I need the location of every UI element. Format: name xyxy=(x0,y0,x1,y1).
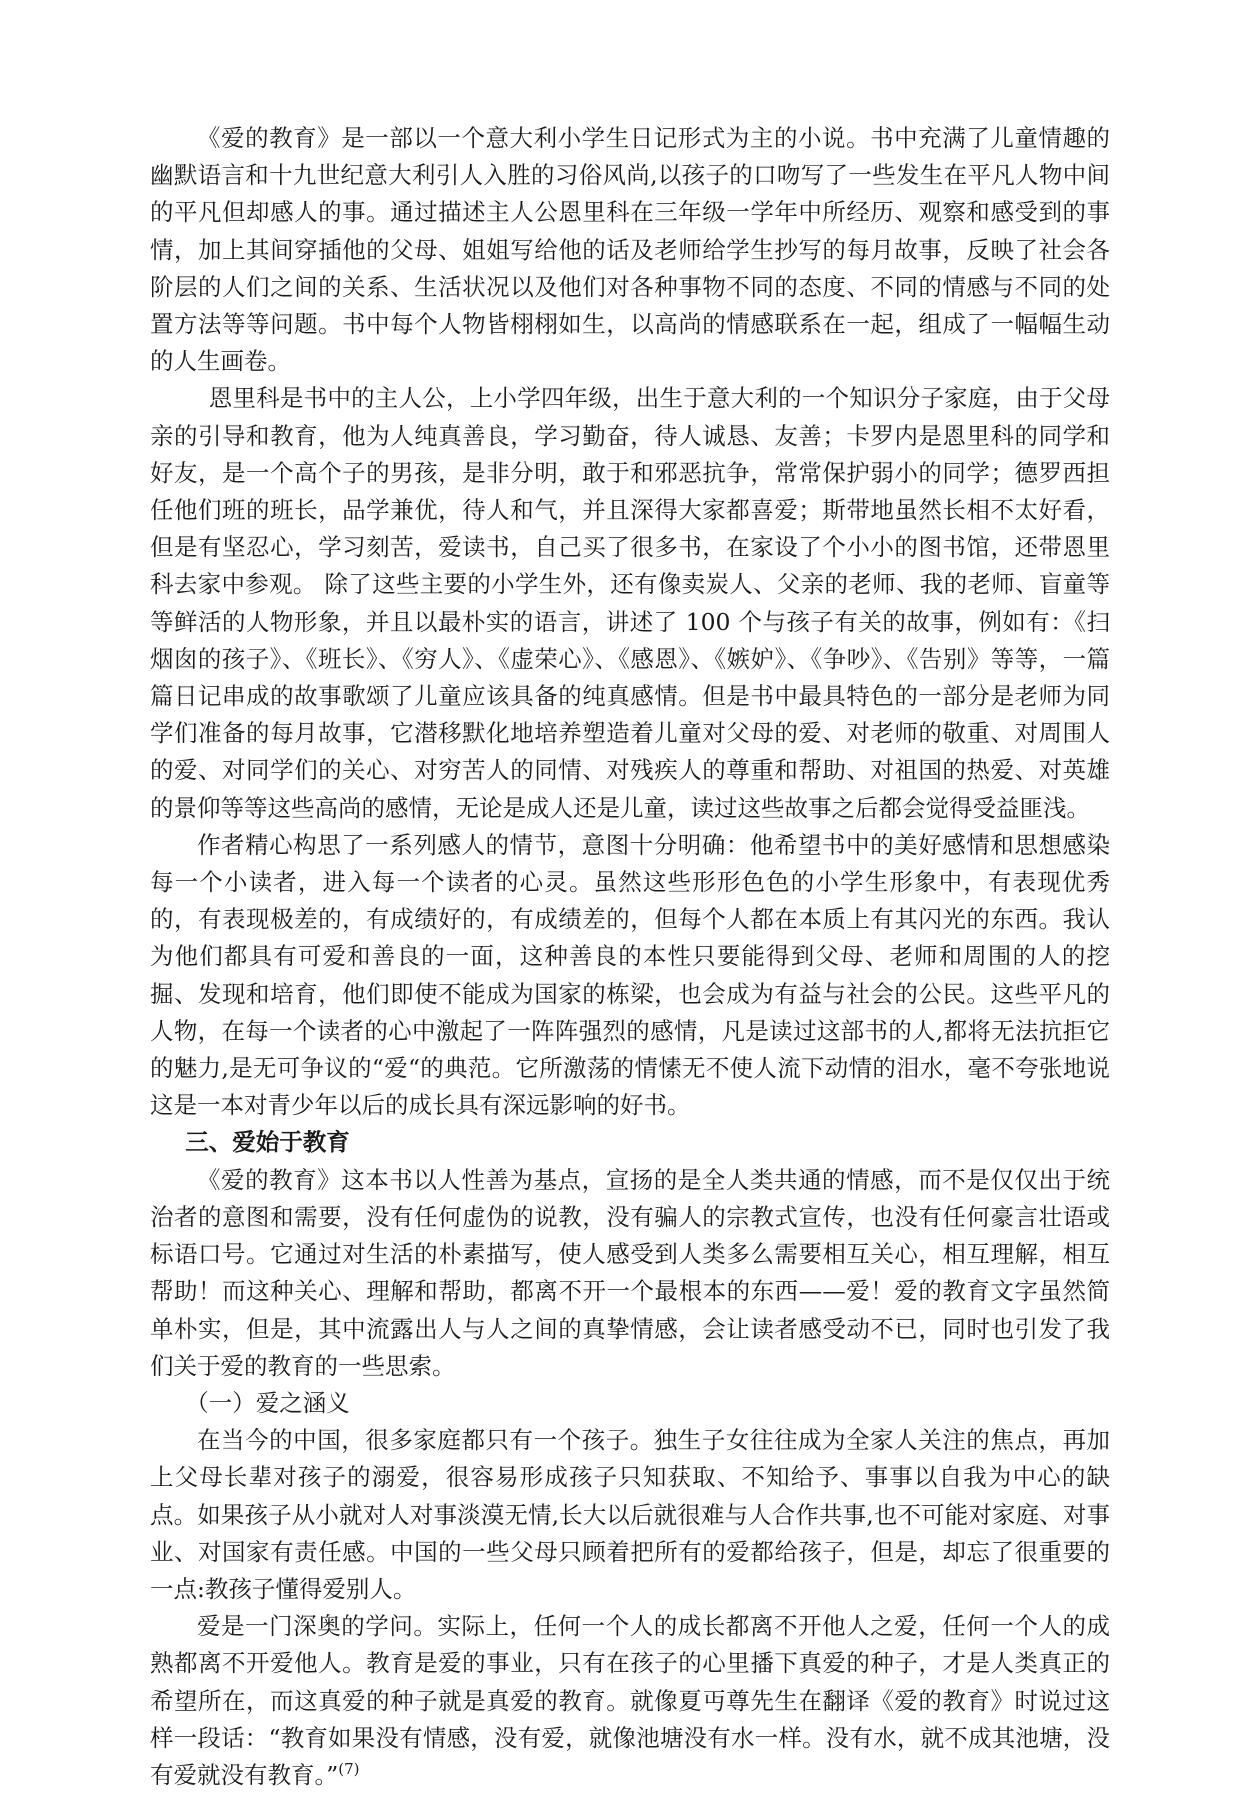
paragraph-love-learning xyxy=(150,1608,1110,1794)
paragraph-only-child: 在当今的中国，很多家庭都只有一个孩子。独生子女往往成为全家人关注的焦点，再加上父母长辈对孩子的溺爱，很容易形成孩子只知获取、不知给予、事事以自我为中心的缺点。如果孩子从小就对人对事淡漠无情,长大以后就很难与人合作共事,也不可能对家庭、对事业、对国家有责任感。中国的一些父母只顾着把所有的爱都给孩子，但是，却忘了很重要的一点:教孩子懂得爱别人。 xyxy=(150,1426,1110,1603)
subsection-heading: （一）爱之涵义 xyxy=(185,1388,350,1417)
paragraph-book-overview: 《爱的教育》是一部以一个意大利小学生日记形式为主的小说。书中充满了儿童情趣的幽默语言和十九世纪意大利引人入胜的习俗风尚,以孩子的口吻写了一些发生在平凡人物中间的平凡但却感人的事。通过描述主人公恩里科在三年级一学年中所经历、观察和感受到的事情，加上其间穿插他的父母、姐姐写给他的话及老师给学生抄写的每月故事，反映了社会各阶层的人们之间的关系、生活状况以及他们对各种事物不同的态度、不同的情感与不同的处置方法等等问题。书中每个人物皆栩栩如生，以高尚的情感联系在一起，组成了一幅幅生动的人生画卷。 xyxy=(150,124,1110,376)
citation-marker: (7) xyxy=(338,1760,360,1779)
paragraph-love-education: 《爱的教育》这本书以人性善为基点，宣扬的是全人类共通的情感，而不是仅仅出于统治者的意图和需要，没有任何虚伪的说教，没有骗人的宗教式宣传，也没有任何豪言壮语或标语口号。它通过对生活的朴素描写，使人感受到人类多么需要相互关心，相互理解，相互帮助！而这种关心、理解和帮助，都离不开一个最根本的东西——爱！爱的教育文字虽然简单朴实，但是，其中流露出人与人之间的真挚情感，会让读者感受动不已，同时也引发了我们关于爱的教育的一些思索。 xyxy=(150,1165,1110,1380)
paragraph-main-characters: 恩里科是书中的主人公，上小学四年级，出生于意大利的一个知识分子家庭，由于父母亲的引导和教育，他为人纯真善良，学习勤奋，待人诚恳、友善；卡罗内是恩里科的同学和好友，是一个高个子的男孩，是非分明，敢于和邪恶抗争，常常保护弱小的同学；德罗西担任他们班的班长，品学兼优，待人和气，并且深得大家都喜爱；斯带地虽然长相不太好看，但是有坚忍心，学习刻苦，爱读书，自己买了很多书，在家设了个小小的图书馆，还带恩里科去家中参观。 除了这些主要的小学生外，还有像卖炭人、父亲的老师、我的老师、盲童等等鲜活的人物形象，并且以最朴实的语言，讲述了 100 个与孩子有关的故事，例如有：《扫烟囱的孩子》、《班长》、《穷人》、《虚荣心》、《感恩》、《嫉妒》、《争吵》、《告别》等等，一篇篇日记串成的故事歌颂了儿童应该具备的纯真感情。但是书中最具特色的一部分是老师为同学们准备的每月故事，它潜移默化地培养塑造着儿童对父母的爱、对老师的敬重、对周围人的爱、对同学们的关心、对穷苦人的同情、对残疾人的尊重和帮助、对祖国的热爱、对英雄的景仰等等这些高尚的感情，无论是成人还是儿童，读过这些故事之后都会觉得受益匪浅。 xyxy=(150,384,1110,822)
paragraph-love-learning-text: 爱是一门深奥的学问。实际上，任何一个人的成长都离不开他人之爱，任何一个人的成熟都离不开爱他人。教育是爱的事业，只有在孩子的心里播下真爱的种子，才是人类真正的希望所在，而这真爱的种子就是真爱的教育。就像夏丏尊先生在翻译《爱的教育》时说过这样一段话：“教育如果没有情感，没有爱，就像池塘没有水一样。没有水，就不成其池塘，没有爱就没有教育。” xyxy=(150,1612,1110,1789)
paragraph-author-intent: 作者精心构思了一系列感人的情节，意图十分明确：他希望书中的美好感情和思想感染每一个小读者，进入每一个读者的心灵。虽然这些形形色色的小学生形象中，有表现优秀的，有表现极差的，有成绩好的，有成绩差的，但每个人都在本质上有其闪光的东西。我认为他们都具有可爱和善良的一面，这种善良的本性只要能得到父母、老师和周围的人的挖掘、发现和培育，他们即使不能成为国家的栋梁，也会成为有益与社会的公民。这些平凡的人物，在每一个读者的心中激起了一阵阵强烈的感情，凡是读过这部书的人,都将无法抗拒它的魅力,是无可争议的“爱“的典范。它所激荡的情愫无不使人流下动情的泪水，毫不夸张地说这是一本对青少年以后的成长具有深远影响的好书。 xyxy=(150,830,1110,1120)
document-page xyxy=(150,120,1110,1794)
section-heading: 三、爱始于教育 xyxy=(185,1128,350,1157)
